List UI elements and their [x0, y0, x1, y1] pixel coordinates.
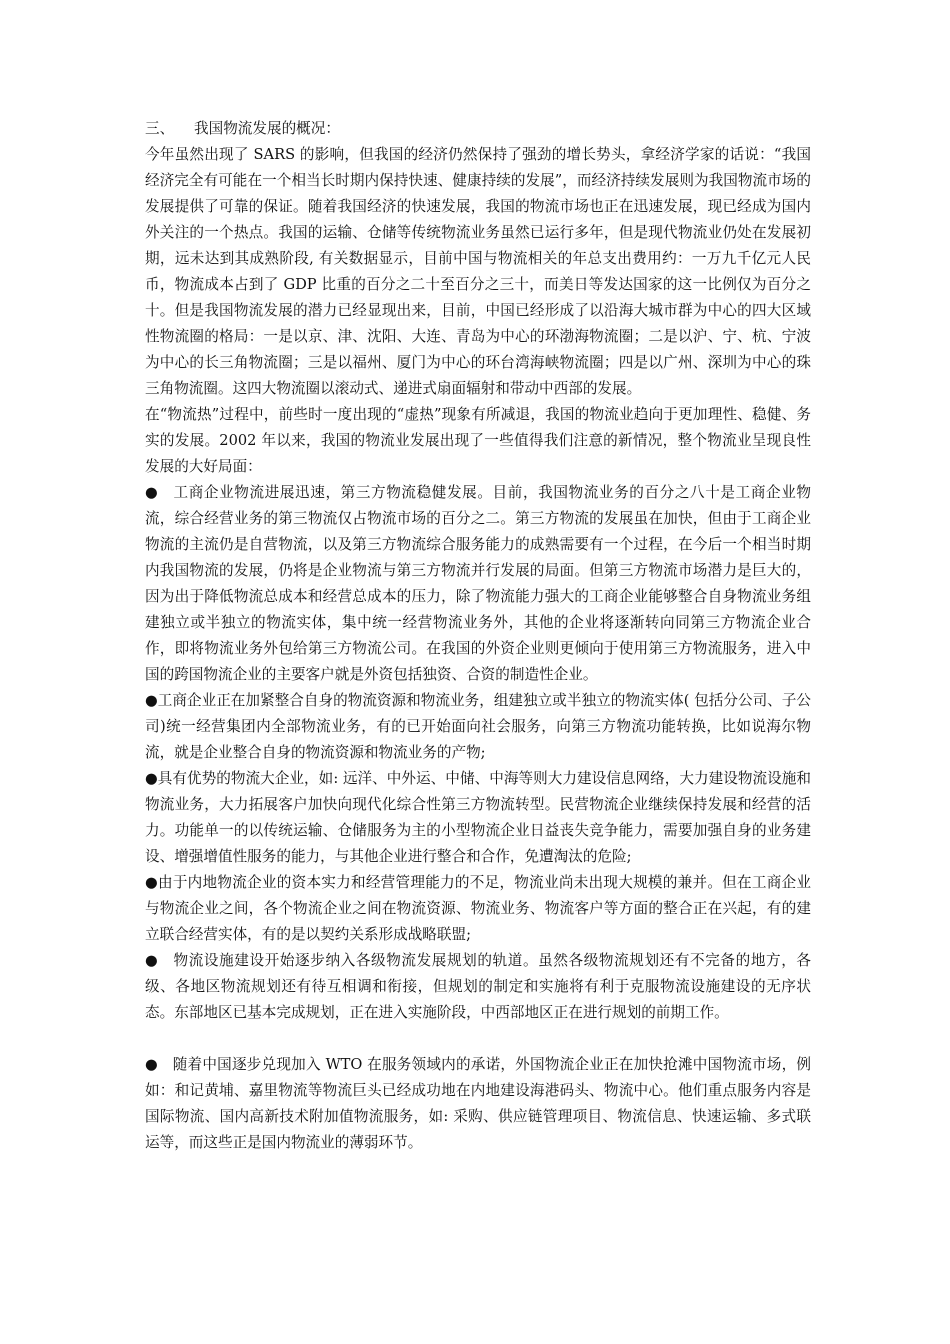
bullet-paragraph-third-party-logistics: ● 工商企业物流进展迅速，第三方物流稳健发展。目前，我国物流业务的百分之八十是工商企业物流，综合经营业务的第三物流仅占物流市场的百分之二。第三方物流的发展虽在加快，但由于工商企业物流的主流仍是自营物流，以及第三方物流综合服务能力的成熟需要有一个过程，在今后一个相当时期内我国物流的发展，仍将是企业物流与第三方物流并行发展的局面。但第三方物流市场潜力是巨大的，因为出于降低物流总成本和经营总成本的压力，除了物流能力强大的工商企业能够整合自身物流业务组建独立或半独立的物流实体，集中统一经营物流业务外，其他的企业将逐渐转向同第三方物流企业合作，即将物流业务外包给第三方物流公司。在我国的外资企业则更倾向于使用第三方物流服务，进入中国的跨国物流企业的主要客户就是外资包括独资、合资的制造性企业。: [145, 484, 811, 683]
paragraph-overview: 今年虽然出现了 SARS 的影响，但我国的经济仍然保持了强劲的增长势头，拿经济学家的话说：“我国经济完全有可能在一个相当长时期内保持快速、健康持续的发展”，而经济持续发展则为我国物流市场的发展提供了可靠的保证。随着我国经济的快速发展，我国的物流市场也正在迅速发展，现已经成为国内外关注的一个热点。我国的运输、仓储等传统物流业务虽然已运行多年，但是现代物流业仍处在发展初期，远未达到其成熟阶段, 有关数据显示，目前中国与物流相关的年总支出费用约：一万九千亿元人民币，物流成本占到了 GDP 比重的百分之二十至百分之三十，而美日等发达国家的这一比例仅为百分之十。但是我国物流发展的潜力已经显现出来，目前，中国已经形成了以沿海大城市群为中心的四大区域性物流圈的格局：一是以京、津、沈阳、大连、青岛为中心的环渤海物流圈；二是以沪、宁、杭、宁波为中心的长三角物流圈；三是以福州、厦门为中心的环台湾海峡物流圈；四是以广州、深圳为中心的珠三角物流圈。这四大物流圈以滚动式、递进式扇面辐射和带动中西部的发展。: [145, 146, 811, 397]
section-number: 三、: [145, 120, 175, 137]
bullet-paragraph-mergers: ●由于内地物流企业的资本实力和经营管理能力的不足，物流业尚未出现大规模的兼并。但在工商企业与物流企业之间，各个物流企业之间在物流资源、物流业务、物流客户等方面的整合正在兴起，有的建立联合经营实体，有的是以契约关系形成战略联盟;: [145, 874, 811, 943]
blank-line: [145, 1026, 811, 1052]
document-body: [145, 116, 811, 1156]
bullet-paragraph-enterprise-integration: ●工商企业正在加紧整合自身的物流资源和物流业务，组建独立或半独立的物流实体( 包括分公司、子公司)统一经营集团内全部物流业务，有的已开始面向社会服务，向第三方物流功能转换，比如说海尔物流，就是企业整合自身的物流资源和物流业务的产物;: [145, 692, 811, 761]
section-title: 我国物流发展的概况：: [194, 120, 340, 137]
section-heading: [145, 116, 811, 142]
bullet-paragraph-large-logistics-firms: ●具有优势的物流大企业，如: 远洋、中外运、中储、中海等则大力建设信息网络，大力建设物流设施和物流业务，大力拓展客户加快向现代化综合性第三方物流转型。民营物流企业继续保持发展和经营的活力。功能单一的以传统运输、仓储服务为主的小型物流企业日益丧失竞争能力，需要加强自身的业务建设、增强增值性服务的能力，与其他企业进行整合和合作，免遭淘汰的危险;: [145, 770, 811, 865]
bullet-paragraph-facility-planning: ● 物流设施建设开始逐步纳入各级物流发展规划的轨道。虽然各级物流规划还有不完备的地方，各级、各地区物流规划还有待互相调和衔接，但规划的制定和实施将有利于克服物流设施建设的无序状态。东部地区已基本完成规划，正在进入实施阶段，中西部地区正在进行规划的前期工作。: [145, 952, 811, 1021]
bullet-paragraph-wto-foreign-firms: ● 随着中国逐步兑现加入 WTO 在服务领域内的承诺，外国物流企业正在加快抢滩中国物流市场，例如：和记黄埔、嘉里物流等物流巨头已经成功地在内地建设海港码头、物流中心。他们重点服务内容是国际物流、国内高新技术附加值物流服务，如: 采购、供应链管理项目、物流信息、快速运输、多式联运等，而这些正是国内物流业的薄弱环节。: [145, 1056, 811, 1151]
paragraph-logistics-boom: 在“物流热”过程中，前些时一度出现的“虚热”现象有所减退，我国的物流业趋向于更加理性、稳健、务实的发展。2002 年以来，我国的物流业发展出现了一些值得我们注意的新情况，整个物流业呈现良性发展的大好局面：: [145, 406, 811, 475]
